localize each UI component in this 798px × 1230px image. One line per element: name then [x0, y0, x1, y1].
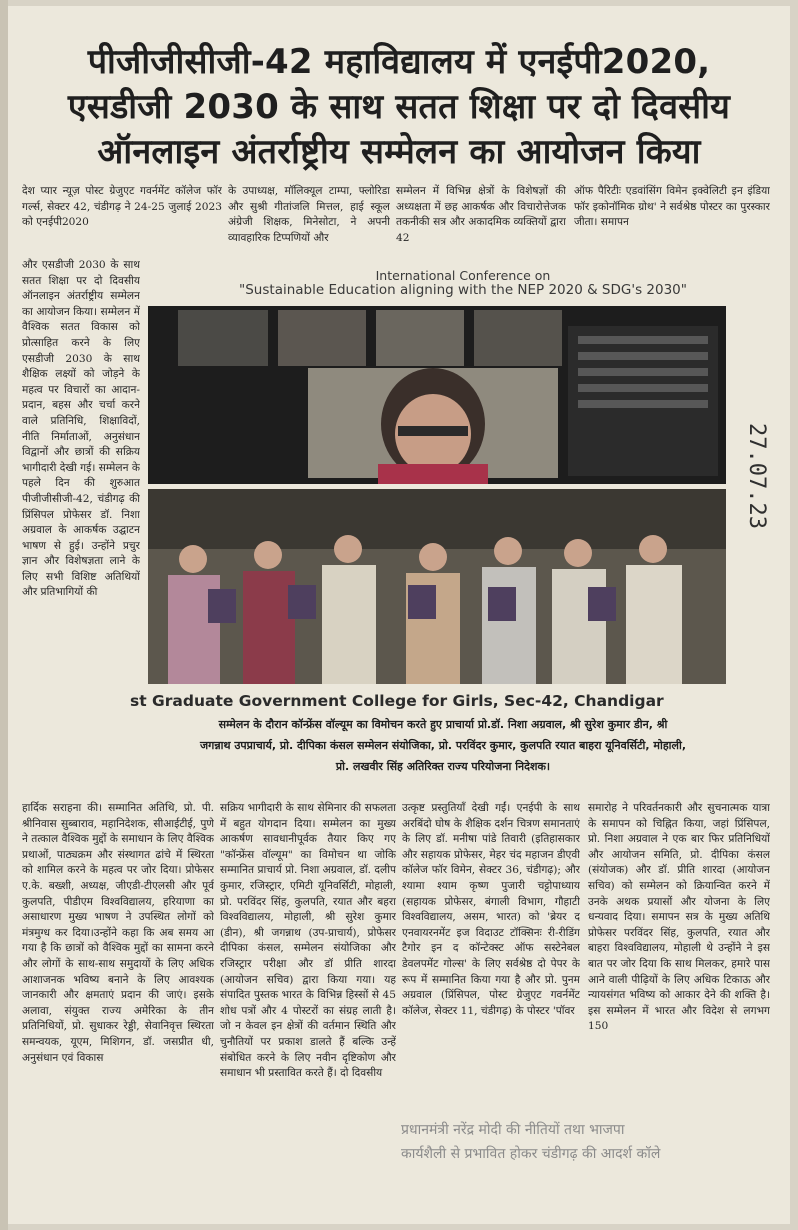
college-banner-text: st Graduate Government College for Girls, Sec-42, Chandigar: [130, 692, 664, 710]
column-1-bottom: हार्दिक सराहना की। सम्मानित अतिथि, प्रो. पी. श्रीनिवास सुब्बाराव, महानिदेशक, सीआईटीई, पुणे ने तत्काल वैश्विक मुद्दों के समाधान के लिए वैश्विक प्रथाओं, पाठ्यक्रम और संस्थागत ढांचे में स्थिरता को शामिल करने के महत्व पर जोर दिया। प्रोफेसर ए.के. बख्शी, अध्यक्ष, जीएडी-टीएलसी और पूर्व कुलपति, पीडीएम विश्वविद्यालय, हरियाणा का असाधारण मुख्य भाषण ने उपस्थित लोगों को मंत्रमुग्ध कर दिया।उन्होंने कहा कि अब समय आ गया है कि छात्रों को वैश्विक मुद्दों का सामना करने और लोगों के साथ-साथ समुदायों के लिए अधिक आशाजनक भविष्य बनाने के लिए आवश्यक जानकारी और क्षमताएं प्रदान की जाएं। इसके अलावा, संयुक्त राज्य अमेरिका के तीन प्रतिनिधियों, प्रो. सुधाकर रेड्डी, सेवानिवृत्त स्थिरता समन्वयक, यूएम, मिशिगन, डॉ. जसप्रीत धी, अनुसंधान एवं विकास: [22, 802, 214, 1064]
column-2-bottom: सक्रिय भागीदारी के साथ सेमिनार की सफलता में बहुत योगदान दिया। सम्मेलन का मुख्य आकर्षण सावधानीपूर्वक तैयार किए गए "कॉन्फ्रेंस वॉल्यूम" का विमोचन था जोकि सम्मानित प्राचार्य प्रो. निशा अग्रवाल, डॉ. दलीप कुमार, रजिस्ट्रार, एमिटी यूनिवर्सिटी, मोहाली, प्रो. परविंदर सिंह, कुलपति, रयात और बहरा विश्वविद्यालय, मोहाली, श्री सुरेश कुमार (डीन), श्री जगन्नाथ (उप-प्राचार्य), प्रोफेसर दीपिका कंसल, सम्मेलन संयोजिका और रजिस्ट्रार परीक्षा और डॉ प्रीति शारदा (आयोजन सचिव) द्वारा किया गया। यह संपादित पुस्तक भारत के विभिन्न हिस्सों से 45 शोध पत्रों और 4 पोस्टरों का संग्रह लाती है। जो न केवल इन क्षेत्रों की वर्तमान स्थिति और चुनौतियों पर प्रकाश डालते हैं बल्कि उन्हें संबोधित करने के लिए नवीन दृष्टिकोण और समाधान भी प्रस्तावित करते हैं। दो दिवसीय: [220, 802, 396, 1080]
caption-line-1: सम्मेलन के दौरान कॉन्फ्रेंस वॉल्यूम का विमोचन करते हुए प्राचार्या प्रो.डॉ. निशा अग्रवाल, श्री सुरेश कुमार डीन, श्री: [218, 718, 668, 731]
handwritten-date: [730, 366, 770, 586]
video-conference-photo: [148, 306, 726, 484]
group-photo-illustration: [148, 489, 726, 684]
headline-line-3: ऑनलाइन अंतर्राष्ट्रीय सम्मेलन का आयोजन किया: [97, 132, 701, 172]
headline-line-2: एसडीजी 2030 के साथ सतत शिक्षा पर दो दिवसीय: [67, 87, 731, 127]
column-4-top: ऑफ पैरिटीः एडवांसिंग विमेन इक्वेलिटी इन इंडिया फॉर इकोनॉमिक ग्रोथ' ने सर्वश्रेष्ठ पोस्टर का पुरस्कार जीता। समापन: [574, 185, 770, 229]
column-3-bottom: उत्कृष्ट प्रस्तुतियाँ देखी गईं। एनईपी के साथ अरबिंदो घोष के शैक्षिक दर्शन चित्रण समानताएं के लिए डॉ. मनीषा पांडे तिवारी (इतिहासकार और सहायक प्रोफेसर, मेहर चंद महाजन डीएवी कॉलेज फॉर विमेन, सेक्टर 36, चंडीगढ़); और श्यामा श्याम कृष्ण पुजारी चट्टोपाध्याय (सहायक प्रोफेसर, बंगाली विभाग, गौहाटी विश्वविद्यालय, असम, भारत) को 'ब्रेयर द एनवायरनमेंट इज विदाउट टॉक्सिनः री-रीडिंग टैगोर इन द कॉन्टेक्स्ट ऑफ सस्टेनेबल डेवलपमेंट गोल्स' के लिए सर्वश्रेष्ठ दो पेपर के रूप में सम्मानित किया गया है और प्रो. पुनम अग्रवाल (प्रिंसिपल, पोस्ट ग्रेजुएट गवर्नमेंट कॉलेज, सेक्टर 11, चंडीगढ़) के पोस्टर 'पॉवर: [402, 802, 580, 1017]
adjacent-article-snippet: [401, 1118, 786, 1166]
conference-title-line-2: "Sustainable Education aligning with the NEP 2020 & SDG's 2030": [239, 282, 687, 298]
video-call-illustration: [148, 306, 726, 484]
column-1-intro: देश प्यार न्यूज़ पोस्ट ग्रेजुएट गवर्नमेंट कॉलेज फॉर गर्ल्स, सेक्टर 42, चंडीगढ़ ने 24-25 जुलाई 2023 को एनईपी2020: [22, 185, 222, 229]
caption-line-2: जगन्नाथ उपप्राचार्य, प्रो. दीपिका कंसल सम्मेलन संयोजिका, प्रो. परविंदर कुमार, कुलपति रयात बाहरा यूनिवर्सिटी, मोहाली,: [199, 739, 686, 752]
page-shadow: [0, 0, 8, 1230]
column-3-top: सम्मेलन में विभिन्न क्षेत्रों के विशेषज्ञों की अध्यक्षता में छह आकर्षक और विचारोत्तेजक तकनीकी सत्र और अकादमिक व्यक्तियों द्वारा 42: [396, 185, 566, 244]
newspaper-clipping: [8, 6, 790, 1224]
headline-line-1: पीजीजीसीजी-42 महाविद्यालय में एनईपी2020,: [87, 42, 711, 82]
photo-caption: [144, 714, 742, 777]
column-2-top: के उपाध्यक्ष, मॉलिक्यूल टाम्पा, फ्लोरिडा और सुश्री गीतांजलि मित्तल, हाई स्कूल अंग्रेजी शिक्षक, मिनेसोटा, ने अपनी व्यावहारिक टिप्पणियों और: [228, 185, 390, 244]
caption-line-3: प्रो. लखवीर सिंह अतिरिक्त राज्य परियोजना निदेशक।: [335, 760, 551, 773]
column-4-bottom: समारोह ने परिवर्तनकारी और सुचनात्मक यात्रा के समापन को चिह्नित किया, जहां प्रिंसिपल, प्रो. निशा अग्रवाल ने एक बार फिर प्रतिनिधियों और आयोजन समिति, प्रो. दीपिका कंसल (संयोजक) और डॉ. प्रीति शारदा (आयोजन सचिव) को सम्मेलन को क्रियान्वित करने में उनके अथक प्रयासों और योजना के लिए धन्यवाद दिया। समापन सत्र के मुख्य अतिथि प्रोफेसर परविंदर सिंह, कुलपति, रयात और बाहरा विश्वविद्यालय, मोहाली थे उन्होंने ने इस बात पर जोर दिया कि साथ मिलकर, हमारे पास आने वाली पीढ़ियों के लिए अधिक टिकाऊ और न्यायसंगत भविष्य को आकार देने की शक्ति है। इस सम्मेलन में भारत और विदेश से लगभग 150: [588, 802, 770, 1033]
handwritten-date-art: [730, 366, 770, 586]
conference-title-line-1: International Conference on: [375, 268, 551, 283]
snippet-line-2: कार्यशैली से प्रभावित होकर चंडीगढ़ की आदर्श कॉले: [401, 1146, 661, 1162]
book-release-photo: [148, 489, 726, 684]
handwritten-date-text: 27.07.23: [744, 423, 769, 529]
column-1-narrow: और एसडीजी 2030 के साथ सतत शिक्षा पर दो दिवसीय ऑनलाइन अंतर्राष्ट्रीय सम्मेलन का आयोजन किया। सम्मेलन में वैश्विक सतत विकास को प्रोत्साहित करने के लिए एसडीजी 2030 के साथ शैक्षिक लक्ष्यों को जोड़ने के महत्व पर विचारों का आदान-प्रदान, बहस और चर्चा करने वाले प्रतिनिधि, शिक्षाविदों, नीति निर्माताओं, अनुसंधान विद्वानों और छात्रों की सक्रिय भागीदारी देखी गई। सम्मेलन के पहले दिन की शुरुआत पीजीजीसीजी-42, चंडीगढ़ की प्रिंसिपल प्रोफेसर डॉ. निशा अग्रवाल के आकर्षक उद्घाटन भाषण से हुई। उन्होंने प्रचुर ज्ञान और विशेषज्ञता लाने के लिए सभी विशिष्ट अतिथियों और प्रतिभागियों की: [22, 259, 140, 599]
headline: [28, 40, 770, 175]
snippet-line-1: प्रधानमंत्री नरेंद्र मोदी की नीतियों तथा भाजपा: [401, 1122, 625, 1138]
